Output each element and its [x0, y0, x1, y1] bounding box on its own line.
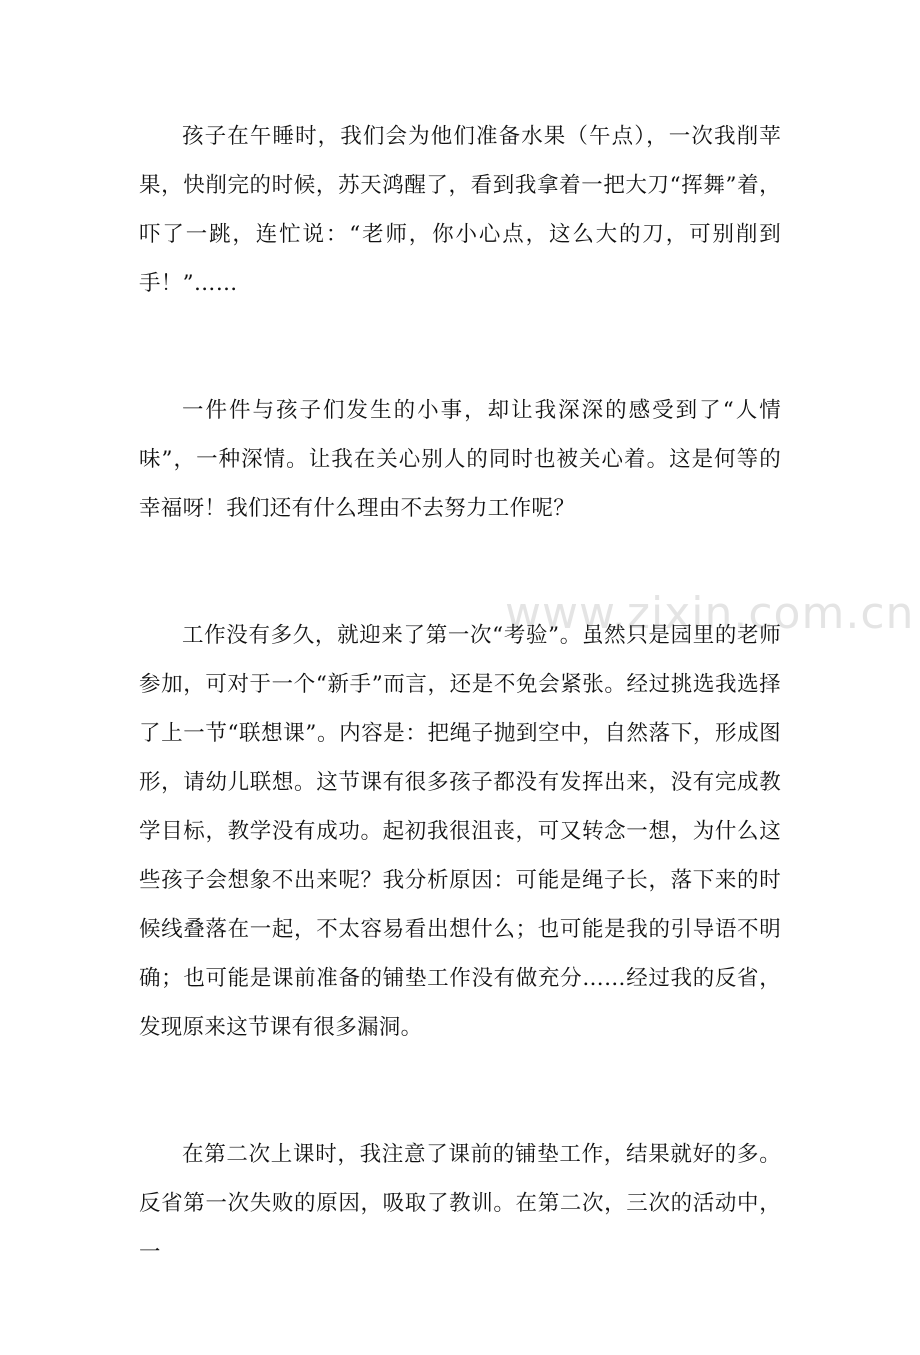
paragraph-3: 工作没有多久，就迎来了第一次“考验”。虽然只是园里的老师参加，可对于一个“新手”而言，还是不免会紧张。经过挑选我选择了上一节“联想课”。内容是：把绳子抛到空中，自然落下，形成图形，请幼儿联想。这节课有很多孩子都没有发挥出来，没有完成教学目标，教学没有成功。起初我很沮丧，可又转念一想，为什么这些孩子会想象不出来呢？我分析原因：可能是绳子长，落下来的时候线叠落在一起，不太容易看出想什么；也可能是我的引导语不明确；也可能是课前准备的铺垫工作没有做充分……经过我的反省，发现原来这节课有很多漏洞。 [139, 623, 781, 1040]
paragraph-4: 在第二次上课时，我注意了课前的铺垫工作，结果就好的多。反省第一次失败的原因，吸取了教训。在第二次，三次的活动中，一 [139, 1142, 781, 1265]
paragraph-2: 一件件与孩子们发生的小事，却让我深深的感受到了“人情味”，一种深情。让我在关心别人的同时也被关心着。这是何等的幸福呀！我们还有什么理由不去努力工作呢？ [139, 398, 781, 521]
watermark: www.zixin.com.cn [505, 588, 915, 639]
paragraph-1: 孩子在午睡时，我们会为他们准备水果（午点），一次我削苹果，快削完的时候，苏天鸿醒了，看到我拿着一把大刀“挥舞”着，吓了一跳，连忙说：“老师，你小心点，这么大的刀，可别削到手！”…… [139, 124, 781, 296]
document-body [139, 112, 781, 1355]
